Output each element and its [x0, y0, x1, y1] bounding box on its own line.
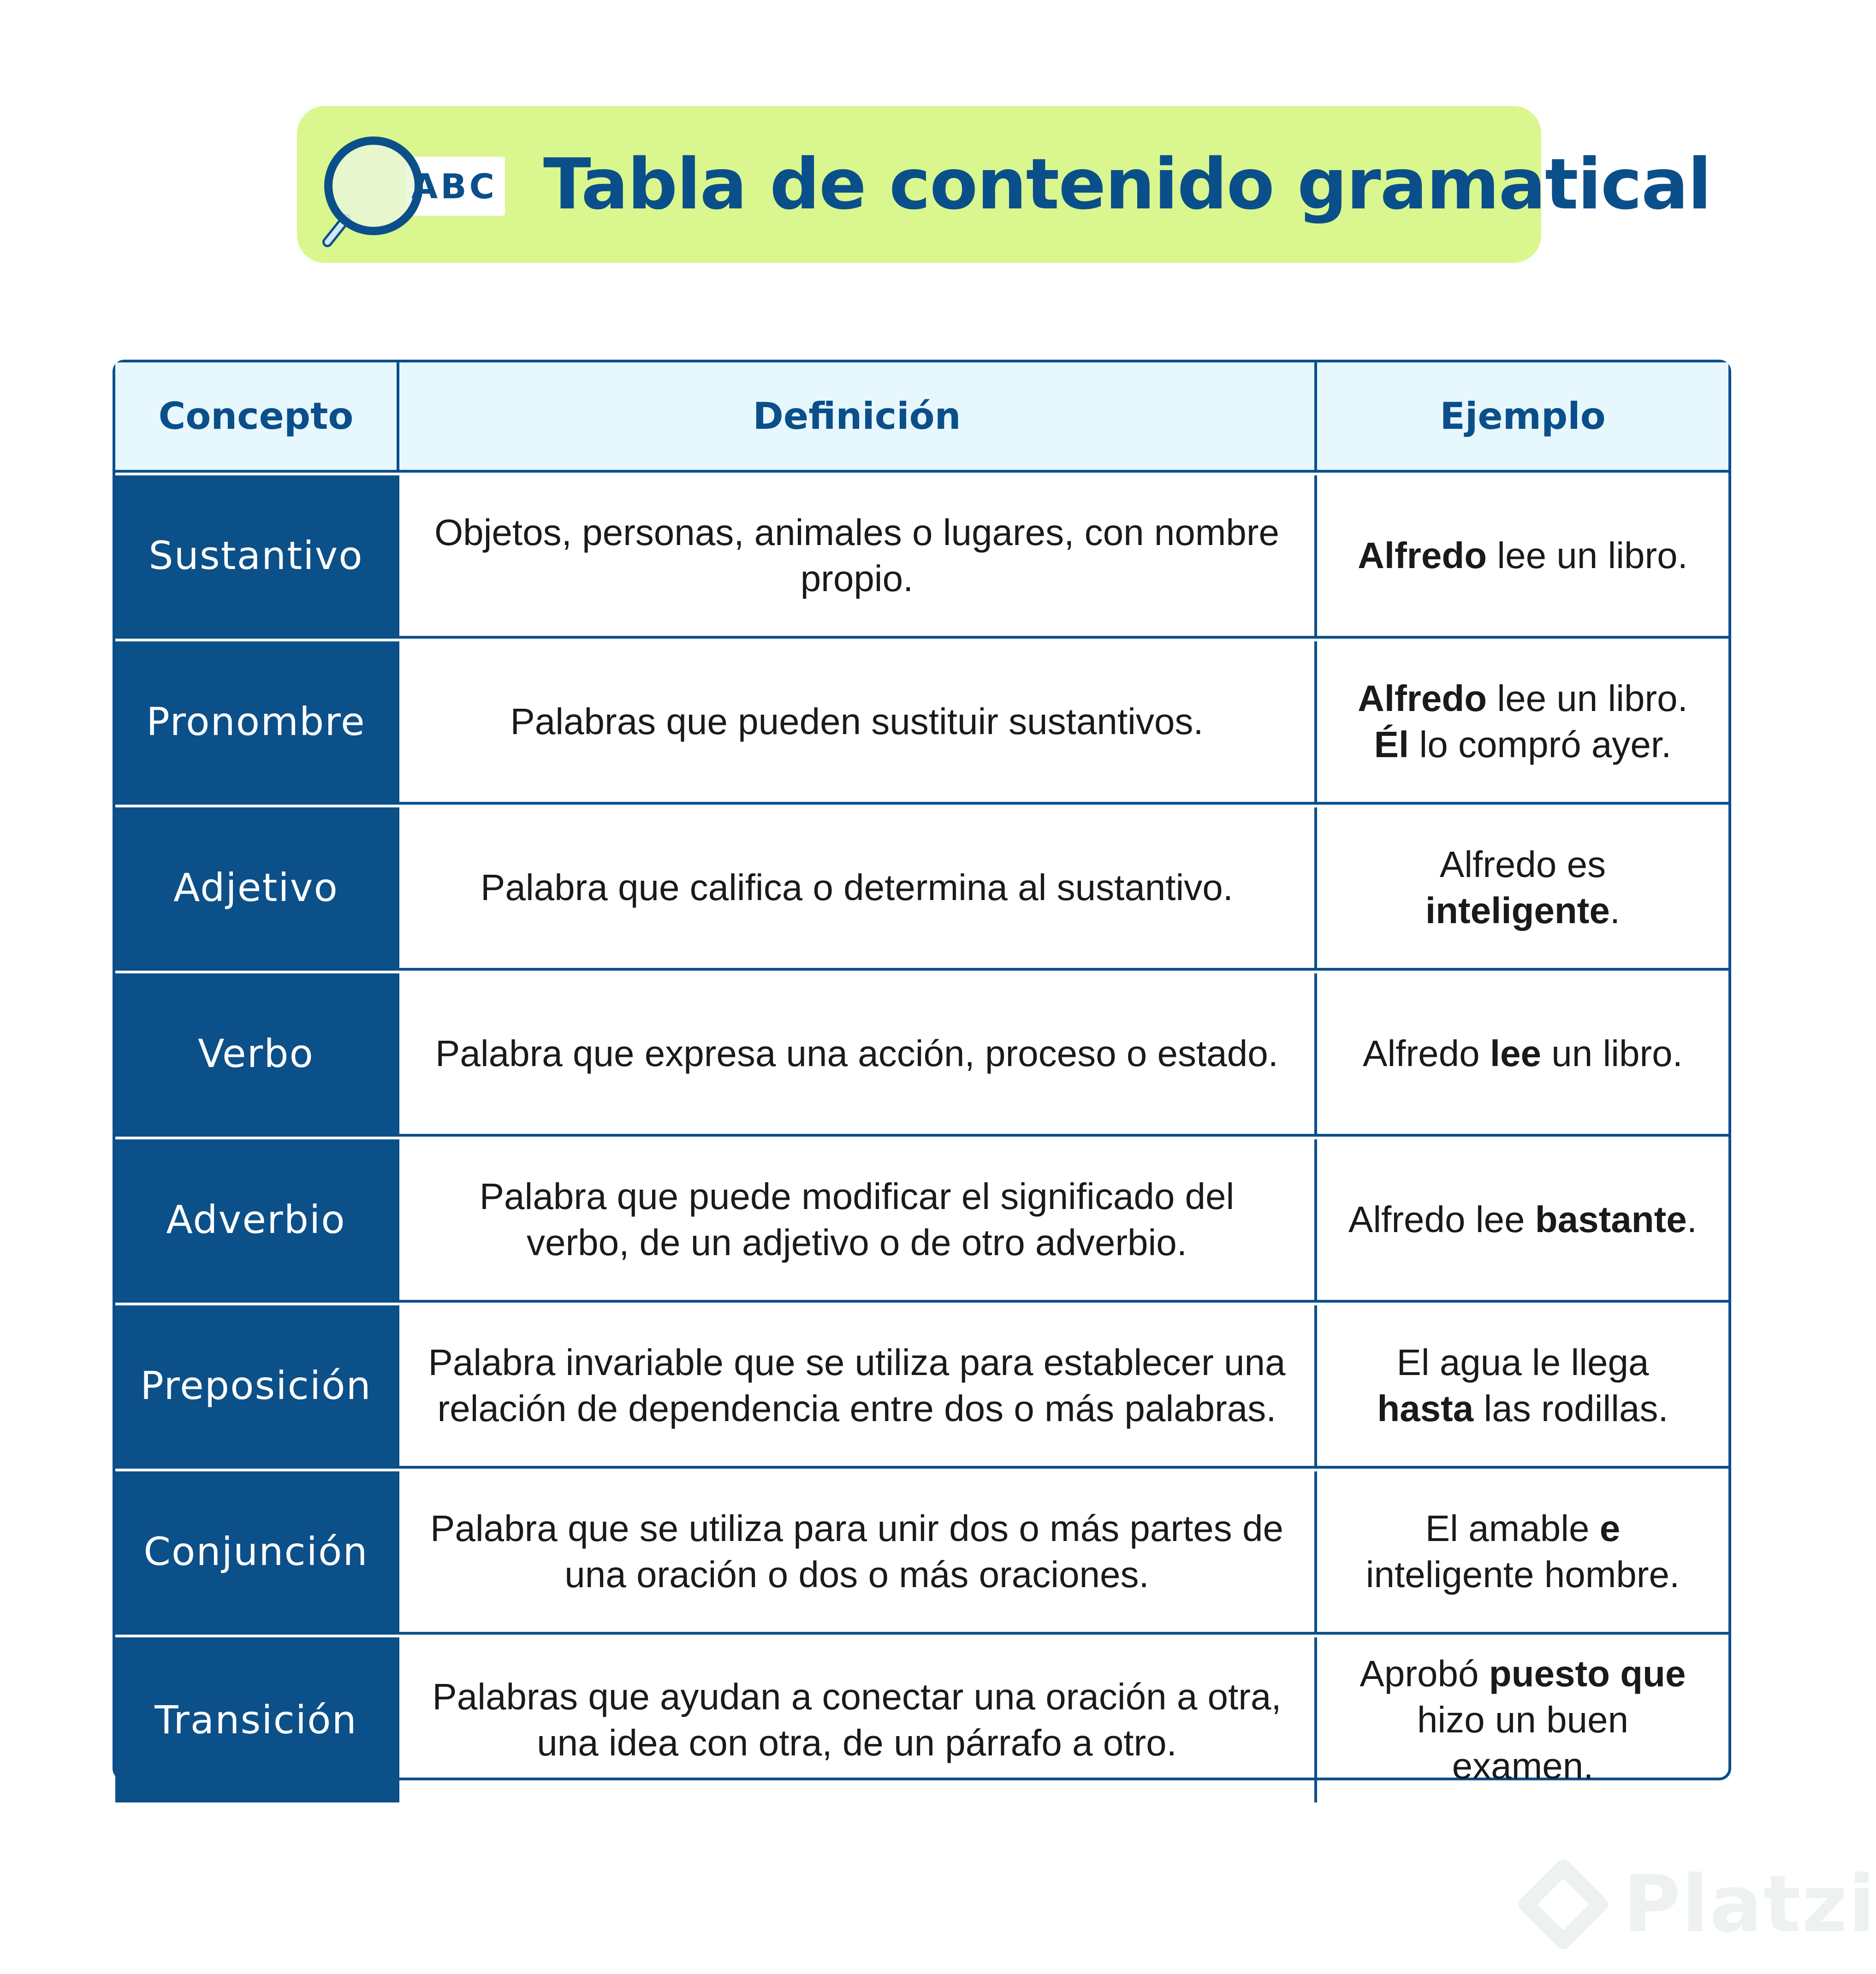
definition-text: Palabra que expresa una acción, proceso o estado.	[435, 1033, 1278, 1074]
table-row	[115, 973, 1728, 1137]
example-highlight: e	[1599, 1508, 1621, 1549]
example-line	[1425, 844, 1620, 931]
table-row	[115, 1471, 1728, 1635]
definition-cell	[397, 807, 1314, 968]
column-header-concepto: Concepto	[158, 395, 354, 438]
example-cell	[1314, 1637, 1728, 1802]
definition-text: Palabras que ayudan a conectar una oración a otra, una idea con otra, de un párrafo a otro.	[432, 1676, 1282, 1763]
concept-cell	[115, 1637, 397, 1802]
example-cell	[1314, 1305, 1728, 1466]
example-text	[1348, 1197, 1697, 1243]
example-text	[1345, 842, 1701, 934]
example-segment: El amable	[1425, 1508, 1600, 1549]
table-row	[115, 1139, 1728, 1303]
definition-cell	[397, 1637, 1314, 1802]
definition-text: Palabras que pueden sustituir sustantivos.	[510, 701, 1204, 742]
example-highlight: puesto que	[1489, 1653, 1686, 1694]
example-segment: hizo un buen examen.	[1417, 1699, 1629, 1786]
example-segment: Alfredo lee	[1348, 1199, 1535, 1240]
example-highlight: bastante	[1535, 1199, 1687, 1240]
concept-label: Adjetivo	[173, 865, 338, 910]
concept-label: Preposición	[140, 1363, 372, 1408]
example-cell	[1314, 973, 1728, 1134]
example-segment: .	[1609, 890, 1621, 931]
example-highlight: hasta	[1377, 1388, 1474, 1429]
definition-cell	[397, 973, 1314, 1134]
table-row	[115, 641, 1728, 805]
example-line	[1366, 1508, 1680, 1595]
example-segment: .	[1686, 1199, 1697, 1240]
example-segment: un libro.	[1541, 1033, 1683, 1074]
table-row	[115, 1637, 1728, 1802]
example-text	[1358, 533, 1688, 579]
table-header-row	[115, 362, 1728, 473]
example-cell	[1314, 807, 1728, 968]
concept-label: Sustantivo	[148, 533, 363, 578]
example-segment: El agua le llega	[1396, 1342, 1649, 1383]
example-line	[1363, 1033, 1683, 1074]
example-segment: las rodillas.	[1473, 1388, 1668, 1429]
definition-text: Palabra que puede modificar el significado del verbo, de un adjetivo o de otro adverbio.	[479, 1176, 1235, 1263]
concept-label: Transición	[154, 1697, 357, 1743]
concept-cell	[115, 973, 397, 1134]
example-line	[1360, 1653, 1686, 1786]
example-line	[1358, 676, 1688, 722]
example-line	[1348, 1199, 1697, 1240]
concept-label: Adverbio	[166, 1197, 346, 1242]
example-cell	[1314, 641, 1728, 802]
example-highlight: Alfredo	[1358, 678, 1487, 719]
grammar-table	[113, 360, 1731, 1786]
example-segment: inteligente hombre.	[1365, 1554, 1680, 1595]
column-header-definicion: Definición	[397, 362, 1314, 470]
table-row	[115, 1305, 1728, 1469]
page-title: Tabla de contenido gramatical	[543, 143, 1711, 225]
concept-cell	[115, 1139, 397, 1300]
table-row	[115, 475, 1728, 639]
example-line	[1358, 535, 1688, 576]
concept-label: Pronombre	[146, 699, 366, 744]
example-highlight: inteligente	[1425, 890, 1610, 931]
column-header-ejemplo: Ejemplo	[1314, 362, 1728, 470]
example-text	[1345, 1506, 1701, 1598]
example-segment: Alfredo es	[1439, 844, 1606, 885]
example-line	[1358, 722, 1688, 768]
example-cell	[1314, 1139, 1728, 1300]
example-line	[1377, 1342, 1668, 1429]
example-text	[1363, 1031, 1683, 1077]
example-segment: lee un libro.	[1487, 535, 1688, 576]
example-text	[1358, 676, 1688, 768]
definition-text: Palabra que califica o determina al sustantivo.	[480, 867, 1234, 908]
definition-cell	[397, 1305, 1314, 1466]
watermark-text: Platzi	[1623, 1859, 1876, 1950]
example-segment: Aprobó	[1360, 1653, 1489, 1694]
definition-cell	[397, 1471, 1314, 1632]
example-highlight: Él	[1374, 724, 1409, 765]
definition-text: Palabra invariable que se utiliza para establecer una relación de dependencia entre dos o más palabras.	[428, 1342, 1286, 1429]
concept-label: Verbo	[198, 1031, 314, 1076]
example-highlight: Alfredo	[1358, 535, 1487, 576]
example-text	[1345, 1651, 1701, 1789]
table-row	[115, 807, 1728, 971]
definition-cell	[397, 475, 1314, 636]
example-segment: lo compró ayer.	[1409, 724, 1672, 765]
definition-cell	[397, 1139, 1314, 1300]
example-segment: lee un libro.	[1487, 678, 1688, 719]
concept-cell	[115, 1305, 397, 1466]
concept-cell	[115, 1471, 397, 1632]
example-highlight: lee	[1490, 1033, 1542, 1074]
concept-cell	[115, 807, 397, 968]
concept-label: Conjunción	[143, 1529, 368, 1574]
definition-text: Palabra que se utiliza para unir dos o más partes de una oración o dos o más oraciones.	[430, 1508, 1283, 1595]
example-segment: Alfredo	[1363, 1033, 1490, 1074]
example-text	[1345, 1340, 1701, 1432]
definition-cell	[397, 641, 1314, 802]
example-cell	[1314, 1471, 1728, 1632]
concept-cell	[115, 475, 397, 636]
concept-cell	[115, 641, 397, 802]
abc-letters: ABC	[411, 167, 497, 207]
example-cell	[1314, 475, 1728, 636]
definition-text: Objetos, personas, animales o lugares, con nombre propio.	[434, 512, 1280, 599]
